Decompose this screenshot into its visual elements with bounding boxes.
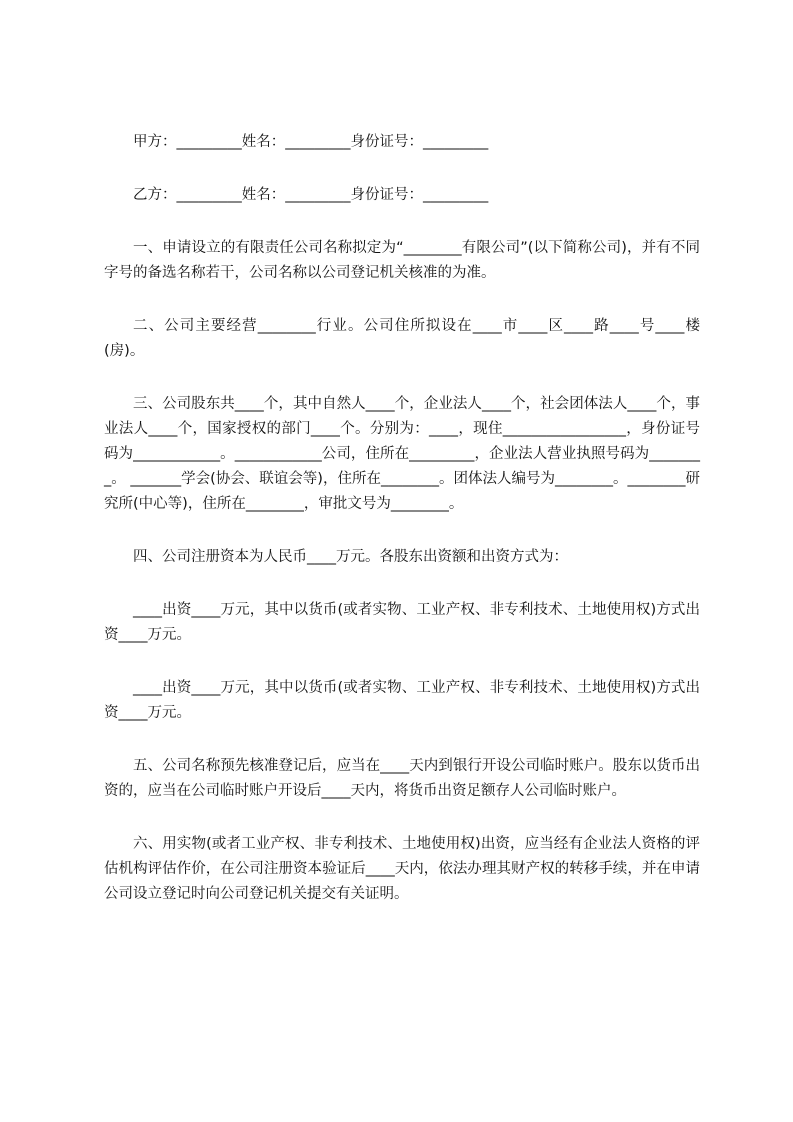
party-a-line: 甲方：_________姓名：_________身份证号：_________ bbox=[133, 134, 489, 150]
clause-2-business-address: 二、公司主要经营________行业。公司住所拟设在____市____区____路____号____楼(房)。 bbox=[104, 318, 700, 359]
capital-contribution-1: ____出资____万元，其中以货币(或者实物、工业产权、非专利技术、土地使用权)方式出资____万元。 bbox=[104, 602, 700, 643]
party-b-line: 乙方：_________姓名：_________身份证号：_________ bbox=[133, 187, 489, 203]
clause-1-company-name: 一、申请设立的有限责任公司名称拟定为“________有限公司”(以下简称公司)，并有不同字号的备选名称若干，公司名称以公司登记机关核准的为准。 bbox=[104, 240, 700, 281]
capital-contribution-2: ____出资____万元，其中以货币(或者实物、工业产权、非专利技术、土地使用权)方式出资____万元。 bbox=[104, 680, 700, 721]
document-body bbox=[104, 130, 700, 935]
clause-6-in-kind-contribution: 六、用实物(或者工业产权、非专利技术、土地使用权)出资，应当经有企业法人资格的评估机构评估作价，在公司注册资本验证后____天内，依法办理其财产权的转移手续，并在申请公司设立登记时向公司登记机关提交有关证明。 bbox=[104, 836, 700, 902]
clause-5-temporary-account: 五、公司名称预先核准登记后，应当在____天内到银行开设公司临时账户。股东以货币出资的，应当在公司临时账户开设后____天内，将货币出资足额存人公司临时账户。 bbox=[104, 758, 700, 799]
clause-4-registered-capital: 四、公司注册资本为人民币____万元。各股东出资额和出资方式为： bbox=[133, 549, 568, 565]
clause-3-shareholders: 三、公司股东共____个，其中自然人____个，企业法人____个，社会团体法人____个，事业法人____个，国家授权的部门____个。分别为：____，现住_________________，身份证号码为____________。____________公司，住所在_________，企业法人营业执照号码为________。 _______学会(协会、联谊会等)，住所在________。团体法人编号为________。________研究所(中心等)，住所在________，审批文号为________。 bbox=[104, 396, 700, 512]
